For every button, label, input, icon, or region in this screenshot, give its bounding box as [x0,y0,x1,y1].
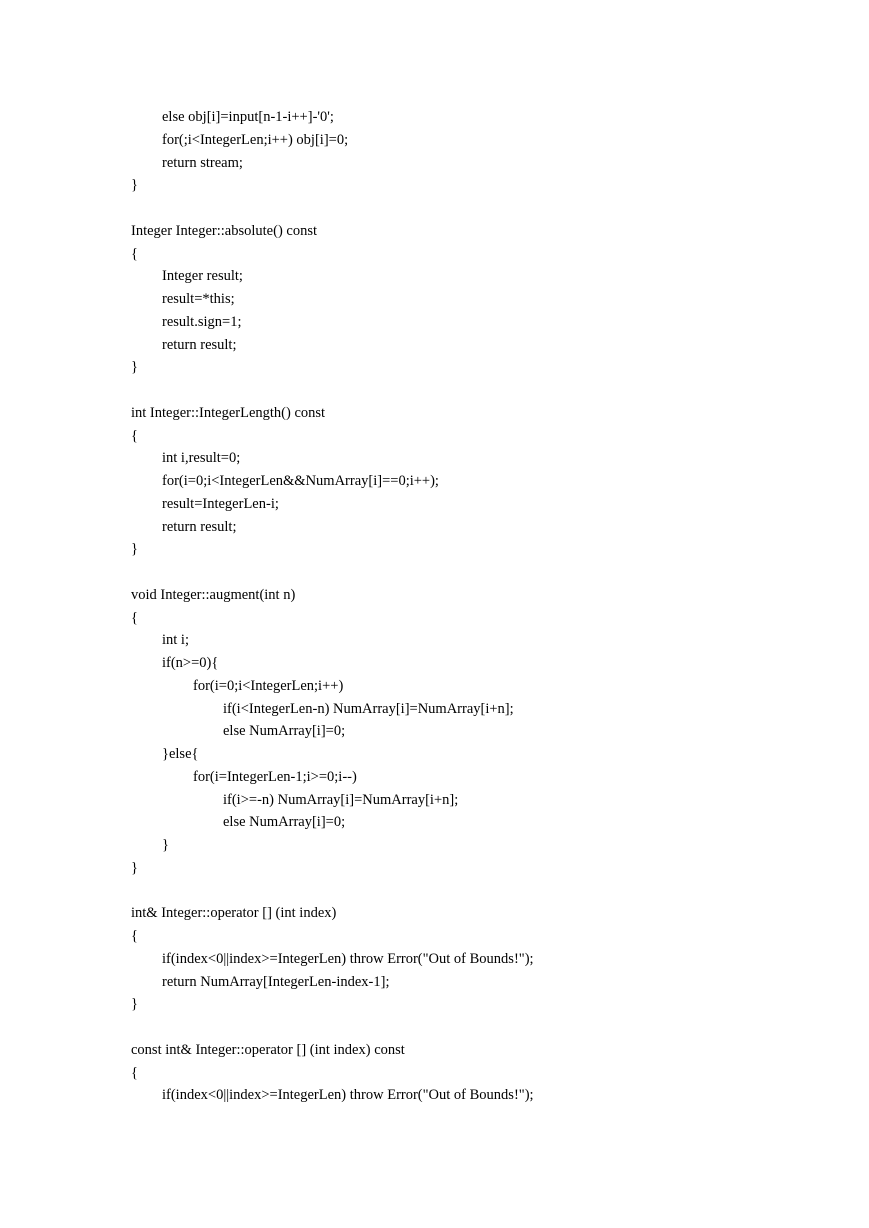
code-line: } [131,177,138,194]
code-line: if(index<0||index>=IntegerLen) throw Error("Out of Bounds!"); [162,950,534,967]
code-line: result=*this; [162,291,235,307]
code-line: { [131,1064,138,1081]
code-line: if(i<IntegerLen-n) NumArray[i]=NumArray[i+n]; [223,700,514,717]
blank-line [131,1016,831,1039]
function-signature-operator-index: int& Integer::operator [] (int index) [131,905,337,922]
code-line: } [131,359,138,376]
code-line: result=IntegerLen-i; [162,495,279,512]
code-line: Integer result; [162,268,243,285]
code-line: return NumArray[IntegerLen-index-1]; [162,973,390,990]
function-signature-augment: void Integer::augment(int n) [131,586,296,603]
code-line: { [131,427,138,444]
code-line: { [131,245,138,262]
code-line: } [162,837,169,853]
code-line: { [131,609,138,626]
code-line: int i,result=0; [162,450,241,467]
code-line: }else{ [162,746,199,762]
blank-line [131,880,831,903]
code-line: } [131,996,138,1013]
code-line: for(i=0;i<IntegerLen;i++) [193,677,344,694]
code-line: return result; [162,336,237,353]
code-line: for(;i<IntegerLen;i++) obj[i]=0; [162,131,349,148]
blank-line [131,561,831,584]
function-signature-absolute: Integer Integer::absolute() const [131,222,318,239]
function-signature-integer-length: int Integer::IntegerLength() const [131,404,326,421]
code-line: if(i>=-n) NumArray[i]=NumArray[i+n]; [223,791,459,808]
blank-line [131,379,831,402]
function-signature-const-operator-index: const int& Integer::operator [] (int index) const [131,1041,405,1058]
code-line: } [131,541,138,558]
code-line: else NumArray[i]=0; [223,814,346,831]
code-line: else NumArray[i]=0; [223,723,346,740]
code-line: } [131,859,138,876]
code-line: for(i=IntegerLen-1;i>=0;i--) [193,768,357,785]
code-line: else obj[i]=input[n-1-i++]-'0'; [162,109,334,125]
code-line: { [131,928,138,944]
code-listing [131,106,831,1107]
code-line: int i; [162,632,189,649]
code-line: return stream; [162,154,243,171]
code-line: for(i=0;i<IntegerLen&&NumArray[i]==0;i++); [162,473,439,489]
code-line: if(index<0||index>=IntegerLen) throw Error("Out of Bounds!"); [162,1087,534,1104]
blank-line [131,197,831,220]
code-line: if(n>=0){ [162,655,219,671]
code-line: result.sign=1; [162,313,242,330]
code-line: return result; [162,518,237,535]
